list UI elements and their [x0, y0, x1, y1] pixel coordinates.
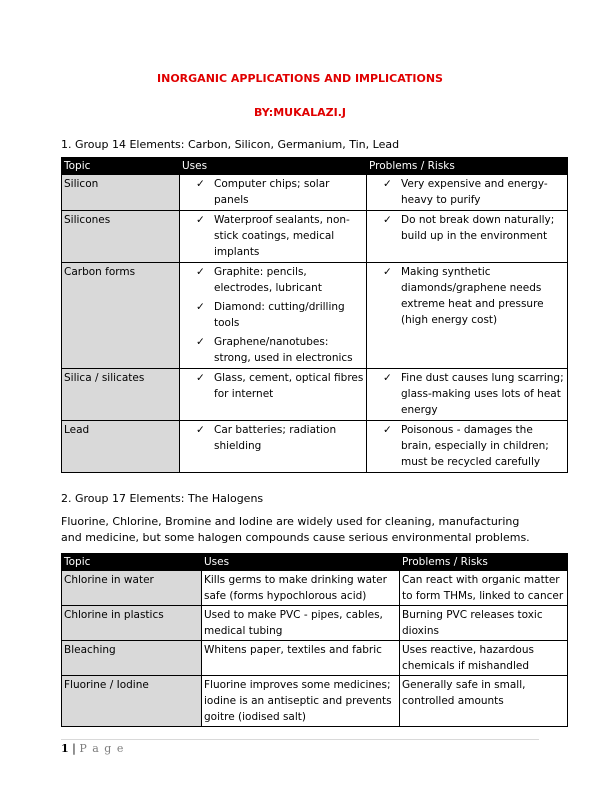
uses-cell — [180, 211, 367, 263]
list-item-text: Poisonous - damages the brain, especially in children; must be recycled carefully — [401, 424, 549, 468]
risks-cell — [367, 421, 568, 473]
checkmark-icon: ✓ — [383, 178, 392, 190]
table-row — [62, 175, 568, 211]
list-item — [182, 212, 364, 260]
uses-list — [182, 264, 364, 366]
risks-cell: Burning PVC releases toxic dioxins — [400, 606, 568, 641]
list-item-text: Computer chips; solar panels — [214, 178, 330, 206]
checkmark-icon: ✓ — [196, 214, 205, 226]
topic-cell: Fluorine / Iodine — [62, 676, 202, 727]
risks-cell: Generally safe in small, controlled amounts — [400, 676, 568, 727]
topic-cell: Silicones — [62, 211, 180, 263]
column-header-topic: Topic — [62, 158, 180, 175]
risks-cell — [367, 175, 568, 211]
risks-cell — [367, 369, 568, 421]
list-item-text: Graphene/nanotubes: strong, used in electronics — [214, 336, 353, 364]
checkmark-icon: ✓ — [196, 266, 205, 278]
document-title: INORGANIC APPLICATIONS AND IMPLICATIONS — [157, 72, 443, 85]
uses-list — [182, 370, 364, 402]
list-item-text: Car batteries; radiation shielding — [214, 424, 337, 452]
checkmark-icon: ✓ — [383, 372, 392, 384]
checkmark-icon: ✓ — [196, 424, 205, 436]
list-item — [182, 422, 364, 454]
table-row — [62, 421, 568, 473]
list-item-text: Glass, cement, optical fibres for internet — [214, 372, 364, 400]
uses-cell: Kills germs to make drinking water safe (forms hypochlorous acid) — [202, 571, 400, 606]
risks-list — [369, 212, 565, 244]
risks-cell — [367, 211, 568, 263]
uses-list — [182, 422, 364, 454]
table-row — [62, 263, 568, 369]
list-item — [182, 299, 364, 331]
checkmark-icon: ✓ — [196, 372, 205, 384]
list-item-text: Very expensive and energy-heavy to purify — [401, 178, 548, 206]
table-row — [62, 571, 568, 606]
list-item — [369, 176, 565, 208]
section1-heading: 1. Group 14 Elements: Carbon, Silicon, Germanium, Tin, Lead — [61, 138, 400, 151]
topic-cell: Bleaching — [62, 641, 202, 676]
risks-list — [369, 422, 565, 470]
risks-cell — [367, 263, 568, 369]
checkmark-icon: ✓ — [196, 336, 205, 348]
checkmark-icon: ✓ — [383, 424, 392, 436]
table-row — [62, 676, 568, 727]
table-row — [62, 606, 568, 641]
list-item-text: Waterproof sealants, non-stick coatings, medical implants — [214, 214, 350, 258]
topic-cell: Lead — [62, 421, 180, 473]
checkmark-icon: ✓ — [196, 178, 205, 190]
table-row — [62, 641, 568, 676]
uses-cell — [180, 175, 367, 211]
page-number: 1 — [61, 742, 69, 755]
table-header-row — [62, 554, 568, 571]
table-row — [62, 211, 568, 263]
uses-list — [182, 176, 364, 208]
uses-cell: Used to make PVC - pipes, cables, medical tubing — [202, 606, 400, 641]
column-header-uses: Uses — [202, 554, 400, 571]
risks-list — [369, 176, 565, 208]
list-item — [369, 370, 565, 418]
page-label: P a g e — [79, 742, 125, 755]
topic-cell: Chlorine in plastics — [62, 606, 202, 641]
section2-heading: 2. Group 17 Elements: The Halogens — [61, 492, 264, 505]
list-item-text: Diamond: cutting/drilling tools — [214, 301, 345, 329]
topic-cell: Silica / silicates — [62, 369, 180, 421]
list-item — [369, 264, 565, 328]
list-item — [369, 422, 565, 470]
halogens-table — [61, 553, 568, 727]
group14-table — [61, 157, 568, 473]
column-header-risks: Problems / Risks — [367, 158, 568, 175]
page-footer — [61, 742, 124, 755]
topic-cell: Chlorine in water — [62, 571, 202, 606]
uses-cell — [180, 369, 367, 421]
table-row — [62, 369, 568, 421]
list-item-text: Graphite: pencils, electrodes, lubricant — [214, 266, 322, 294]
uses-list — [182, 212, 364, 260]
risks-list — [369, 370, 565, 418]
topic-cell: Carbon forms — [62, 263, 180, 369]
uses-cell — [180, 263, 367, 369]
risks-cell: Can react with organic matter to form THMs, linked to cancer — [400, 571, 568, 606]
checkmark-icon: ✓ — [196, 301, 205, 313]
topic-cell: Silicon — [62, 175, 180, 211]
document-byline: BY:MUKALAZI.J — [254, 106, 346, 119]
uses-cell: Whitens paper, textiles and fabric — [202, 641, 400, 676]
list-item — [182, 264, 364, 296]
table-header-row — [62, 158, 568, 175]
column-header-topic: Topic — [62, 554, 202, 571]
list-item — [182, 176, 364, 208]
list-item — [182, 370, 364, 402]
checkmark-icon: ✓ — [383, 266, 392, 278]
column-header-risks: Problems / Risks — [400, 554, 568, 571]
uses-cell — [180, 421, 367, 473]
list-item — [182, 334, 364, 366]
checkmark-icon: ✓ — [383, 214, 392, 226]
risks-cell: Uses reactive, hazardous chemicals if mishandled — [400, 641, 568, 676]
list-item-text: Making synthetic diamonds/graphene needs extreme heat and pressure (high energy cost) — [401, 266, 544, 326]
uses-cell: Fluorine improves some medicines; iodine is an antiseptic and prevents goitre (iodised salt) — [202, 676, 400, 727]
list-item — [369, 212, 565, 244]
column-header-uses: Uses — [180, 158, 367, 175]
page-separator: | — [68, 742, 80, 755]
footer-rule — [61, 739, 539, 740]
section2-intro: Fluorine, Chlorine, Bromine and Iodine are widely used for cleaning, manufacturing and medicine, but some halogen compounds cause serious environmental problems. — [61, 515, 530, 544]
list-item-text: Do not break down naturally; build up in the environment — [401, 214, 555, 242]
list-item-text: Fine dust causes lung scarring; glass-making uses lots of heat energy — [401, 372, 564, 416]
risks-list — [369, 264, 565, 328]
